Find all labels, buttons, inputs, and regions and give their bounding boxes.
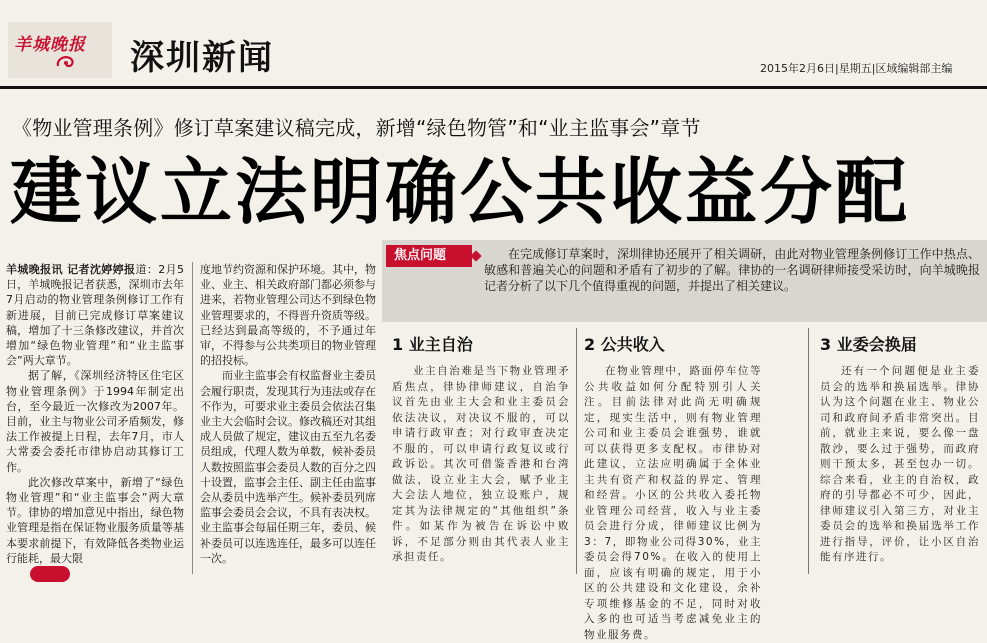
- article-paragraph: 度地节约资源和保护环境。其中，物业、业主、相关政府部门都必须参与进来，若物业管理公司达不到绿色物业管理要求的，不得晋升资质等级。已经达到最高等级的，不予通过年审，不得参与公共类项目的物业管理的招投标。: [200, 263, 376, 368]
- focus-panel: [382, 240, 987, 641]
- masthead: [0, 0, 987, 88]
- focus-section: [814, 332, 986, 574]
- logo-text: 羊城晚报: [14, 35, 86, 55]
- article-paragraph: 据了解，《深圳经济特区住宅区物业管理条例》于1994年制定出台，至今最近一次修改为2007年。目前，业主与物业公司矛盾频发，修法工作被提上日程，去年7月，市人大常委会委托市律协启动其修订工作。: [6, 369, 184, 474]
- article-column-1: [6, 262, 184, 566]
- section-title: 深圳新闻: [130, 38, 274, 78]
- focus-tag: [386, 245, 472, 267]
- tag-arrow-icon: [470, 250, 481, 261]
- page-corner-mark: [30, 566, 70, 582]
- main-headline: 建议立法明确公共收益分配: [10, 150, 911, 234]
- focus-section-title: 1 业主自治: [392, 335, 473, 354]
- focus-intro-box: [382, 240, 987, 322]
- article-column-2: [200, 262, 376, 566]
- focus-intro-text: 在完成修订草案时，深圳律协还展开了相关调研，由此对物业管理条例修订工作中热点、敏感和普遍关心的问题和矛盾有了初步的了解。律协的一名调研律师接受采访时，向羊城晚报记者分析了以下几个值得重视的问题，并提出了相关建议。: [484, 247, 980, 293]
- masthead-rule: [0, 86, 987, 89]
- section-divider: [808, 328, 809, 574]
- focus-section: [578, 332, 768, 641]
- article-paragraph: 此次修改草案中，新增了“绿色物业管理”和“业主监事会”两大章节。律协的增加意见中指出，绿色物业管理是指在保证物业服务质量等基本要求前提下，有效降低各类物业运行能耗，最大限: [6, 475, 184, 565]
- focus-section-title: 3 业委会换届: [820, 335, 917, 354]
- focus-section-body: 在物业管理中，路面停车位等公共收益如何分配特别引人关注。目前法律对此尚无明确规定，现实生活中，则有物业管理公司和业主委员会谁强势，谁就可以获得更多支配权。市律协对此建议，立法应明确属于全体业主共有资产和权益的界定、管理和经营。小区的公共收入委托物业管理公司经营，收入与业主委员会进行分成，律师建议比例为3：7，即物业公司得30%，业主委员会得70%。在收入的使用上面，应该有明确的规定，用于小区的公共建设和文化建设，余补专项维修基金的不足，同时对收入多的也可适当考虑减免业主的物业服务费。: [584, 365, 762, 641]
- dateline: 2015年2月6日|星期五|区域编辑部主编: [760, 62, 953, 75]
- kicker-headline: 《物业管理条例》修订草案建议稿完成，新增“绿色物管”和“业主监事会”章节: [12, 116, 701, 140]
- column-divider: [192, 262, 193, 574]
- focus-section-title: 2 公共收入: [584, 335, 665, 354]
- focus-section: [386, 332, 576, 574]
- article-paragraph: 而业主监事会有权监督业主委员会履行职责，发现其行为违法或存在不作为，可要求业主委员会依法召集业主大会临时会议。修改稿还对其组成人员做了规定，建议由五至九名委员组成，代理人数为单数，候补委员人数按照监事会委员人数的百分之四十设置，监事会主任、副主任由监事会从委员中选举产生。候补委员列席监事会委员会会议，不具有表决权。业主监事会每届任期三年，委员、候补委员可以连选连任，最多可以连任一次。: [200, 369, 376, 565]
- byline: 羊城晚报讯 记者沈婷婷报: [6, 263, 136, 276]
- focus-tag-label: 焦点问题: [394, 248, 447, 263]
- lead-text: 道：2月5日，羊城晚报记者获悉，深圳市去年7月启动的物业管理条例修订工作有新进展，目前已完成修订草案建议稿，增加了十三条修改建议，并首次增加“绿色物业管理”和“业主监事会”两大章节。: [6, 263, 184, 368]
- ram-logo-icon: [54, 52, 78, 72]
- byline-paragraph: [6, 262, 184, 368]
- focus-section-body: 业主自治难是当下物业管理矛盾焦点，律协律师建议，自治争议首先由业主大会和业主委员会依法决议，对决议不服的，可以申请行政审查；对行政审查决定不服的，可以申请行政复议或行政诉讼。其次可借鉴香港和台湾做法，设立业主大会，赋予业主大会法人地位，独立设账户，规定其为法律规定的“其他组织”条件。如某作为被告在诉讼中败诉，不足部分则由其代表人业主承担责任。: [392, 365, 570, 563]
- section-divider: [576, 328, 577, 574]
- focus-section-body: 还有一个问题便是业主委员会的选举和换届选举。律协认为这个问题在业主、物业公司和政府间矛盾非常突出。目前，就业主来说，要么像一盘散沙，要么过于强势，而政府则干预太多，甚至包办一切。综合来看，业主的自治权，政府的引导都必不可少，因此，律师建议引入第三方，对业主委员会的选举和换届选举工作进行指导，评价，让小区自治能有序进行。: [820, 365, 980, 563]
